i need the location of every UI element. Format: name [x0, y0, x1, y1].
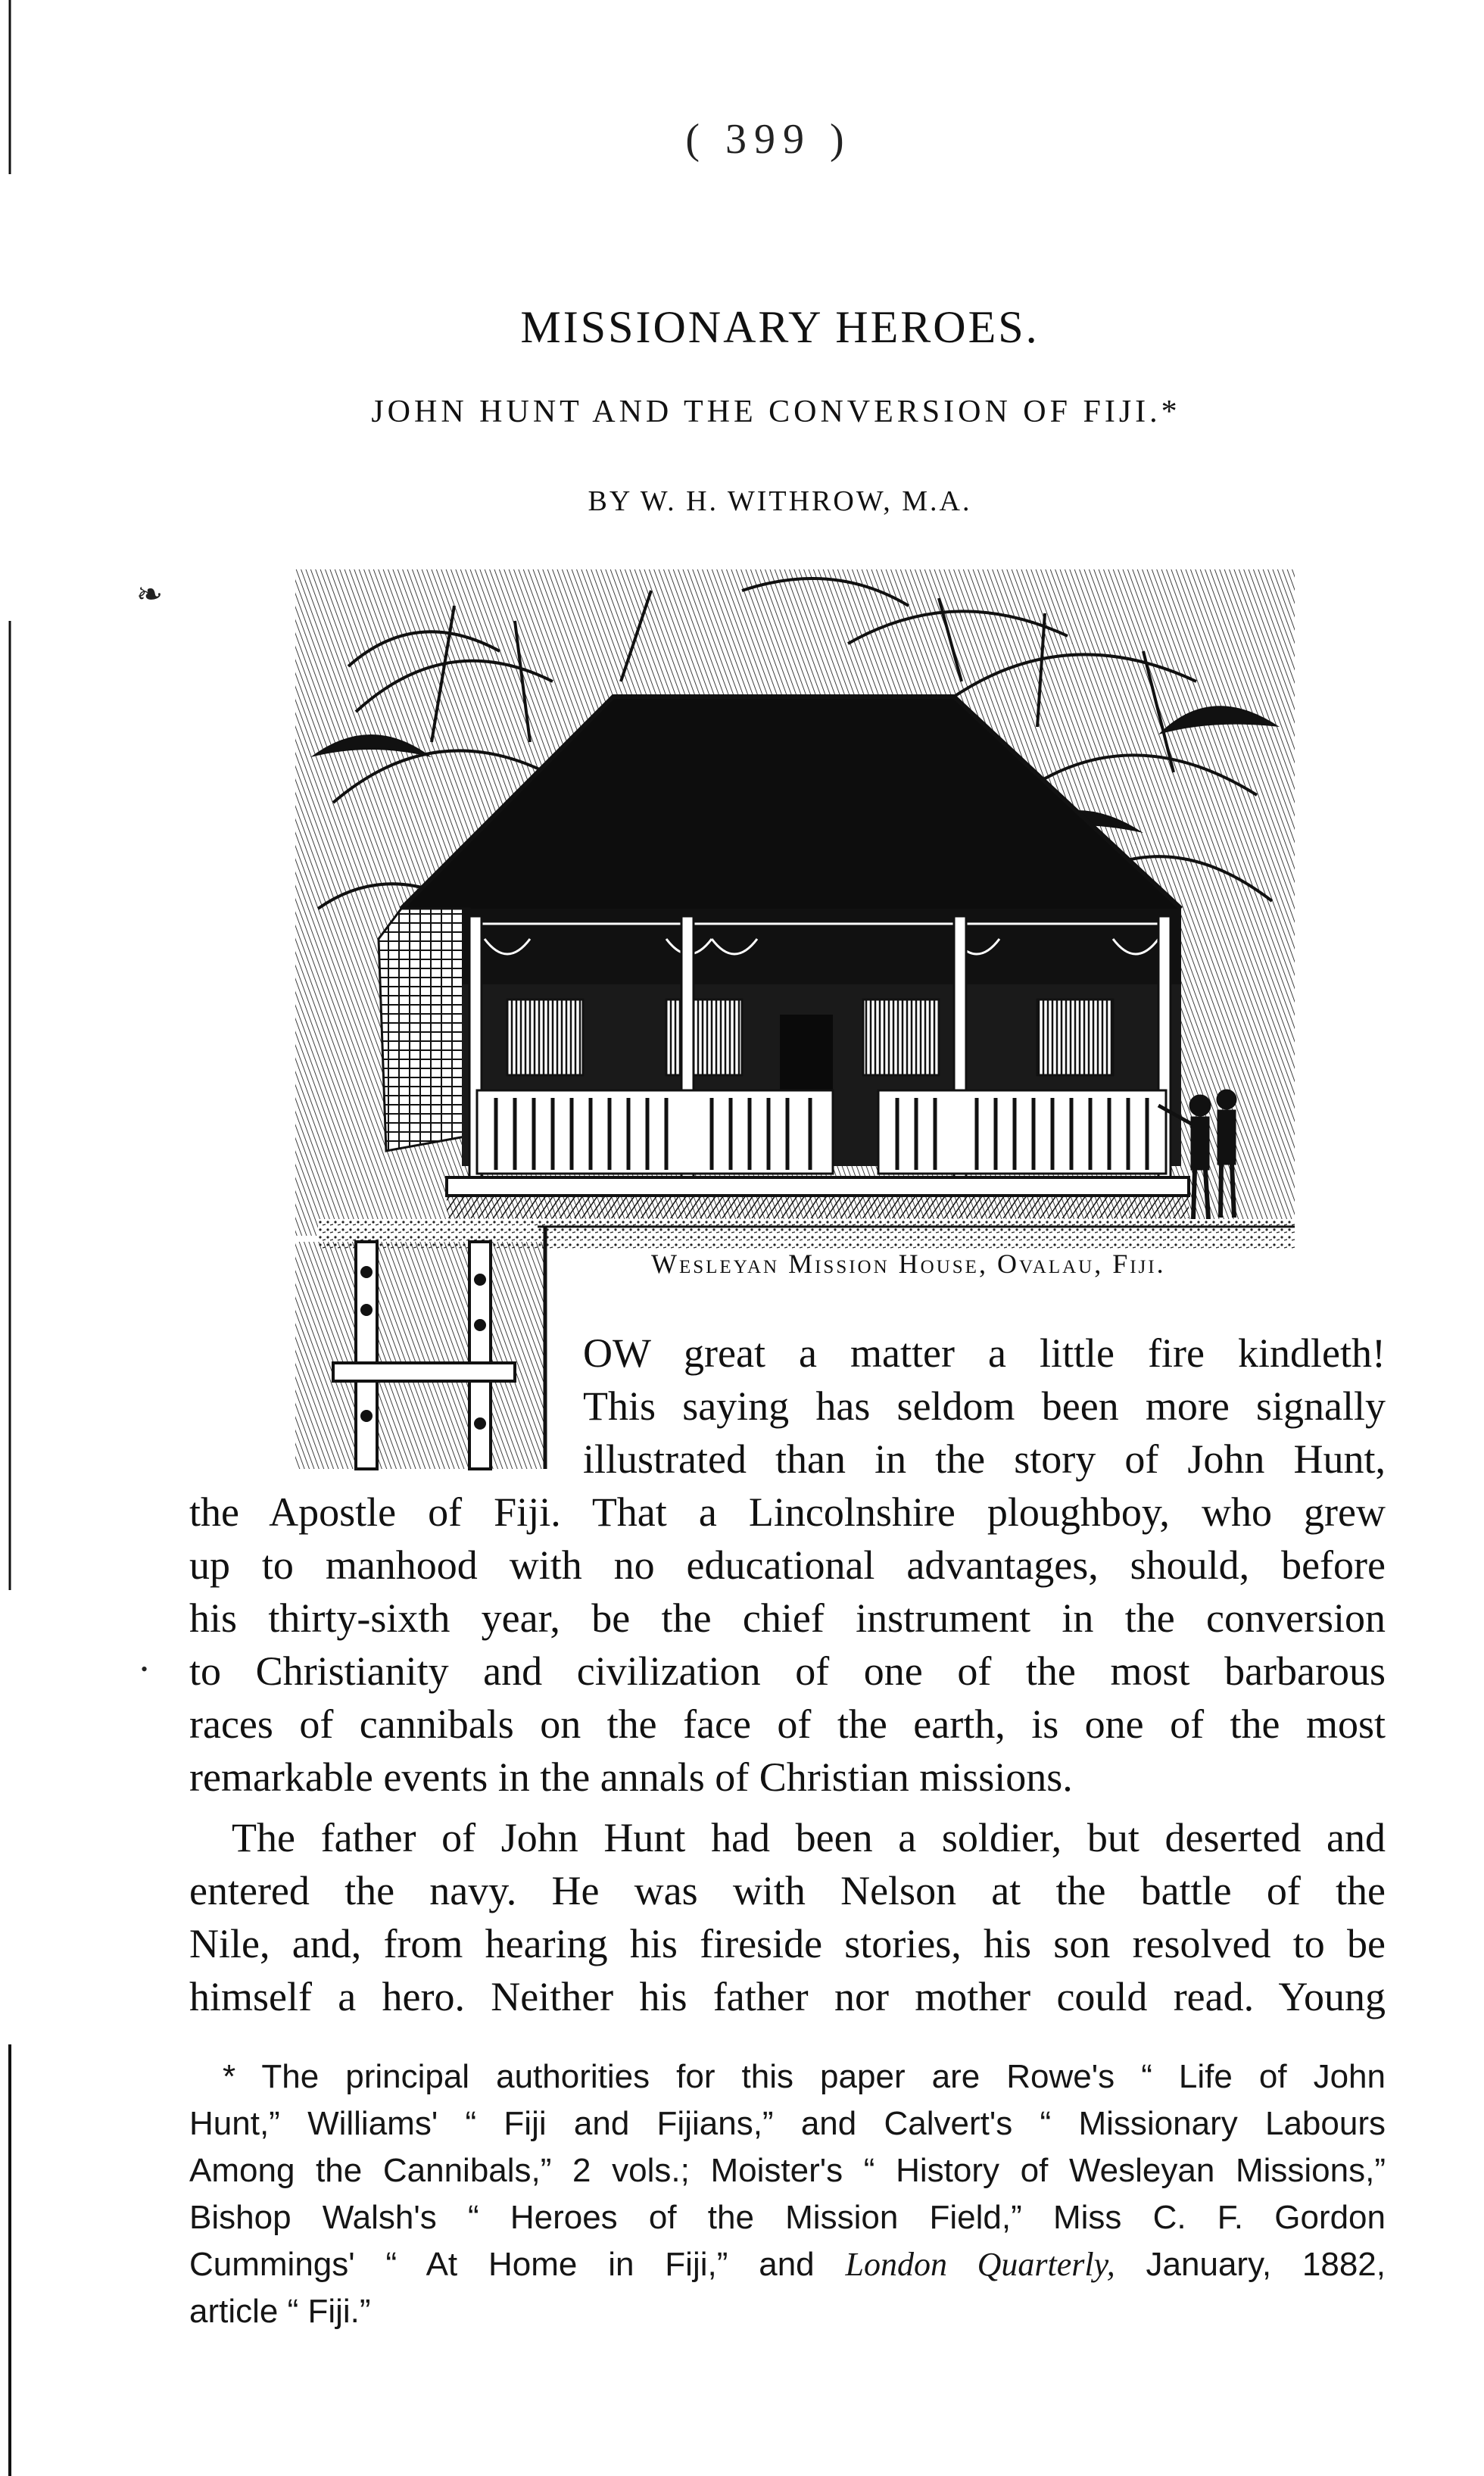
footnote-line: * The principal authorities for this paper are Rowe's “ Life of John: [223, 2058, 1386, 2095]
footnote-line: Among the Cannibals,” 2 vols.; Moister's “ History of Wesleyan Missions,”: [189, 2152, 1386, 2189]
text-line: illustrated than in the story of John Hunt,: [583, 1436, 1386, 1482]
text-line: races of cannibals on the face of the earth, is one of the most: [189, 1701, 1386, 1747]
text-line: This saying has seldom been more signally: [583, 1383, 1386, 1429]
footnote-line: [189, 2241, 1386, 2288]
text-line: The father of John Hunt had been a soldier, but deserted and: [232, 1815, 1386, 1860]
footnote: [189, 2053, 1386, 2335]
text-line: entered the navy. He was with Nelson at the battle of the: [189, 1868, 1386, 1913]
byline: BY W. H. WITHROW, M.A.: [588, 485, 972, 517]
footnote-text: January, 1882,: [1115, 2246, 1386, 2283]
stray-ink-dot: •: [141, 1658, 148, 1680]
journal-title: London Quarterly,: [845, 2246, 1115, 2283]
article-title: MISSIONARY HEROES.: [520, 302, 1040, 352]
text-line: up to manhood with no educational advantages, should, before: [189, 1542, 1386, 1588]
article-subtitle: JOHN HUNT AND THE CONVERSION OF FIJI.*: [371, 394, 1181, 429]
paragraph-1-drop-lines: [583, 1327, 1386, 1486]
text-line: OW great a matter a little fire kindleth!: [583, 1330, 1386, 1376]
paragraph-2: [189, 1811, 1386, 2023]
text-line: himself a hero. Neither his father nor mother could read. Young: [189, 1974, 1386, 2019]
footnote-line: Bishop Walsh's “ Heroes of the Mission Field,” Miss C. F. Gordon: [189, 2199, 1386, 2236]
page-number: ( 399 ): [685, 116, 852, 163]
illustration-caption: Wesleyan Mission House, Ovalau, Fiji.: [651, 1249, 1166, 1279]
text-line: Nile, and, from hearing his fireside stories, his son resolved to be: [189, 1921, 1386, 1966]
footnote-line: article “ Fiji.”: [189, 2293, 371, 2330]
text-line: to Christianity and civilization of one of the most barbarous: [189, 1648, 1386, 1694]
footnote-line: Hunt,” Williams' “ Fiji and Fijians,” and Calvert's “ Missionary Labours: [189, 2105, 1386, 2142]
stray-ink-mark: ❧: [136, 578, 164, 613]
paragraph-1-body: [189, 1486, 1386, 1804]
text-line: remarkable events in the annals of Christian missions.: [189, 1754, 1073, 1800]
footnote-text: Cummings' “ At Home in Fiji,” and: [189, 2246, 846, 2283]
binding-edge-mark: [8, 0, 12, 2476]
text-line: his thirty-sixth year, be the chief instrument in the conversion: [189, 1595, 1386, 1641]
text-line: the Apostle of Fiji. That a Lincolnshire ploughboy, who grew: [189, 1489, 1386, 1535]
